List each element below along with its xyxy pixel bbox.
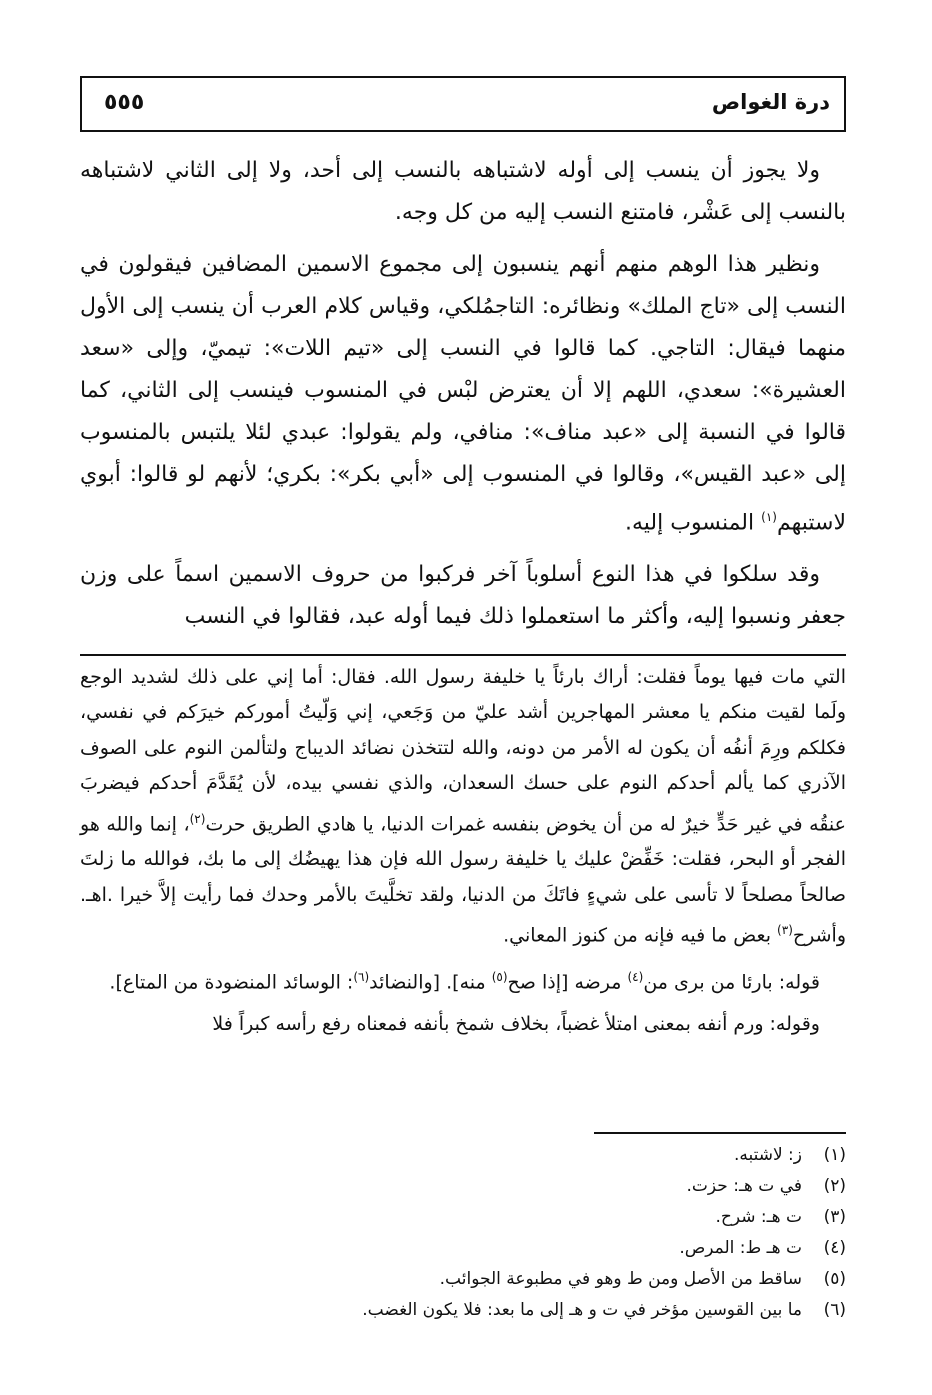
commentary-text: [80, 660, 846, 1048]
main-paragraph-text: ونظير هذا الوهم منهم أنهم ينسبون إلى مجموع الاسمين المضافين فيقولون في النسب إلى «تاج الملك» ونظائره: التاجمُلكي، وقياس كلام العرب أن ينسب إلى الأول منهما فيقال: التاجي. كما قالوا في النسب إلى «تيم اللات»: تيميّ، وإلى «سعد العشيرة»: سعدي، اللهم إلا أن يعترض لبْس في المنسوب فينسب إلى الثاني، كما قالوا في النسبة إلى «عبد مناف»: منافي، ولم يقولوا: عبدي لئلا يلتبس بالمنسوب إلى «عبد القيس»، وقالوا في المنسوب إلى «أبي بكر»: بكري؛ لأنهم لو قالوا: أبوي لاستبهم: [80, 252, 846, 536]
footnote-item: [86, 1140, 846, 1171]
footnote-item: [86, 1202, 846, 1233]
commentary-segment: بعض ما فيه فإنه من كنوز المعاني.: [503, 924, 771, 947]
footnote-text: ت هـ ط: المرص.: [679, 1238, 802, 1258]
footnote-number: (٥): [823, 1269, 846, 1289]
running-header: [80, 76, 846, 132]
commentary-segment: ، إنما والله هو الفجر أو البحر، فقلت: خَفِّضْ عليك يا خليفة رسول الله فإن هذا يهيضُك إلى ما بك، فوالله ما زلتَ صالحاً مصلحاً لا تأسى على شيءٍ فاتَكَ من الدنيا، ولقد تخلَّيتَ بالأمر وحدك فما رأيت إلاَّ خيرا .اهـ. وأشرح: [80, 812, 846, 947]
footnote-marker: (٤): [627, 969, 644, 984]
commentary-segment: قوله: بارئا من برى من: [643, 971, 820, 994]
main-paragraph: وقد سلكوا في هذا النوع أسلوباً آخر فركبوا من حروف الاسمين اسماً على وزن جعفر ونسبوا إليه، وأكثر ما استعملوا ذلك فيما أوله عبد، فقالوا في النسب: [80, 562, 846, 630]
main-paragraph-tail: المنسوب إليه.: [625, 510, 755, 536]
footnote-item: [86, 1233, 846, 1264]
commentary-paragraph: [80, 960, 846, 1001]
footnotes-list: [86, 1140, 846, 1326]
footnote-text: ت هـ: شرح.: [715, 1207, 802, 1227]
footnote-text: ساقط من الأصل ومن ط وهو في مطبوعة الجوائب.: [439, 1269, 802, 1289]
running-title: درة الغواص: [711, 90, 830, 114]
footnote-number: (٤): [823, 1238, 846, 1258]
footnote-number: (٦): [823, 1300, 846, 1320]
main-text: [80, 150, 846, 648]
footnote-number: (١): [823, 1145, 846, 1165]
footnote-text: في ت هـ: حزت.: [686, 1176, 802, 1196]
footnote-marker: (٥): [491, 969, 508, 984]
commentary-paragraph: وقوله: ورم أنفه بمعنى امتلأ غضباً، بخلاف شمخ بأنفه فمعناه رفع رأسه كبراً فلا: [212, 1012, 820, 1035]
footnote-marker: (١): [761, 510, 777, 524]
footnote-marker: (٦): [353, 969, 370, 984]
footnote-item: [86, 1295, 846, 1326]
main-paragraph: ولا يجوز أن ينسب إلى أوله لاشتباهه بالنسب إلى أحد، ولا إلى الثاني لاشتباهه بالنسب إلى عَشْر، فامتنع النسب إليه من كل وجه.: [80, 158, 846, 225]
commentary-segment: منه]. [والنضائد: [369, 971, 486, 994]
footnote-marker: (٢): [189, 811, 206, 826]
commentary-segment: مرضه [إذا صح: [507, 971, 622, 994]
footnote-text: ما بين القوسين مؤخر في ت و هـ إلى ما بعد: فلا يكون الغضب.: [362, 1300, 802, 1320]
commentary-separator: [80, 654, 846, 656]
commentary-segment: : الوسائد المنضودة من المتاع].: [109, 971, 354, 994]
footnote-item: [86, 1264, 846, 1295]
footnote-separator: [594, 1132, 846, 1134]
footnote-text: ز: لاشتبه.: [733, 1145, 802, 1165]
commentary-segment: التي مات فيها يوماً فقلت: أراك بارئاً يا خليفة رسول الله. فقال: أما إني على ذلك لشديد الوجع ولَما لقيت منكم يا معشر المهاجرين أشد عليّ من وَجَعي، إني وَلّيتُ أموركم خيرَكم في نفسي، فكلكم ورِمَ أنفُه أن يكون له الأمر من دونه، والله لتتخذن نضائد الديباج ولتألمن النوم على الصوف الآذري كما يألم أحدكم النوم على حسك السعدان، والذي نفسي بيده، لأن يُقَدَّمَ أحدكم فيضربَ عنقُه في غير حَدٍّ خيرٌ له من أن يخوض بنفسه غمرات الدنيا، يا هادي الطريق حرت: [80, 666, 847, 835]
page-number: ٥٥٥: [104, 90, 145, 115]
commentary-paragraph: [80, 660, 846, 954]
footnote-item: [86, 1171, 846, 1202]
footnote-number: (٢): [823, 1176, 846, 1196]
footnote-marker: (٣): [777, 923, 793, 938]
main-paragraph: [80, 244, 846, 544]
footnote-number: (٣): [823, 1207, 846, 1227]
